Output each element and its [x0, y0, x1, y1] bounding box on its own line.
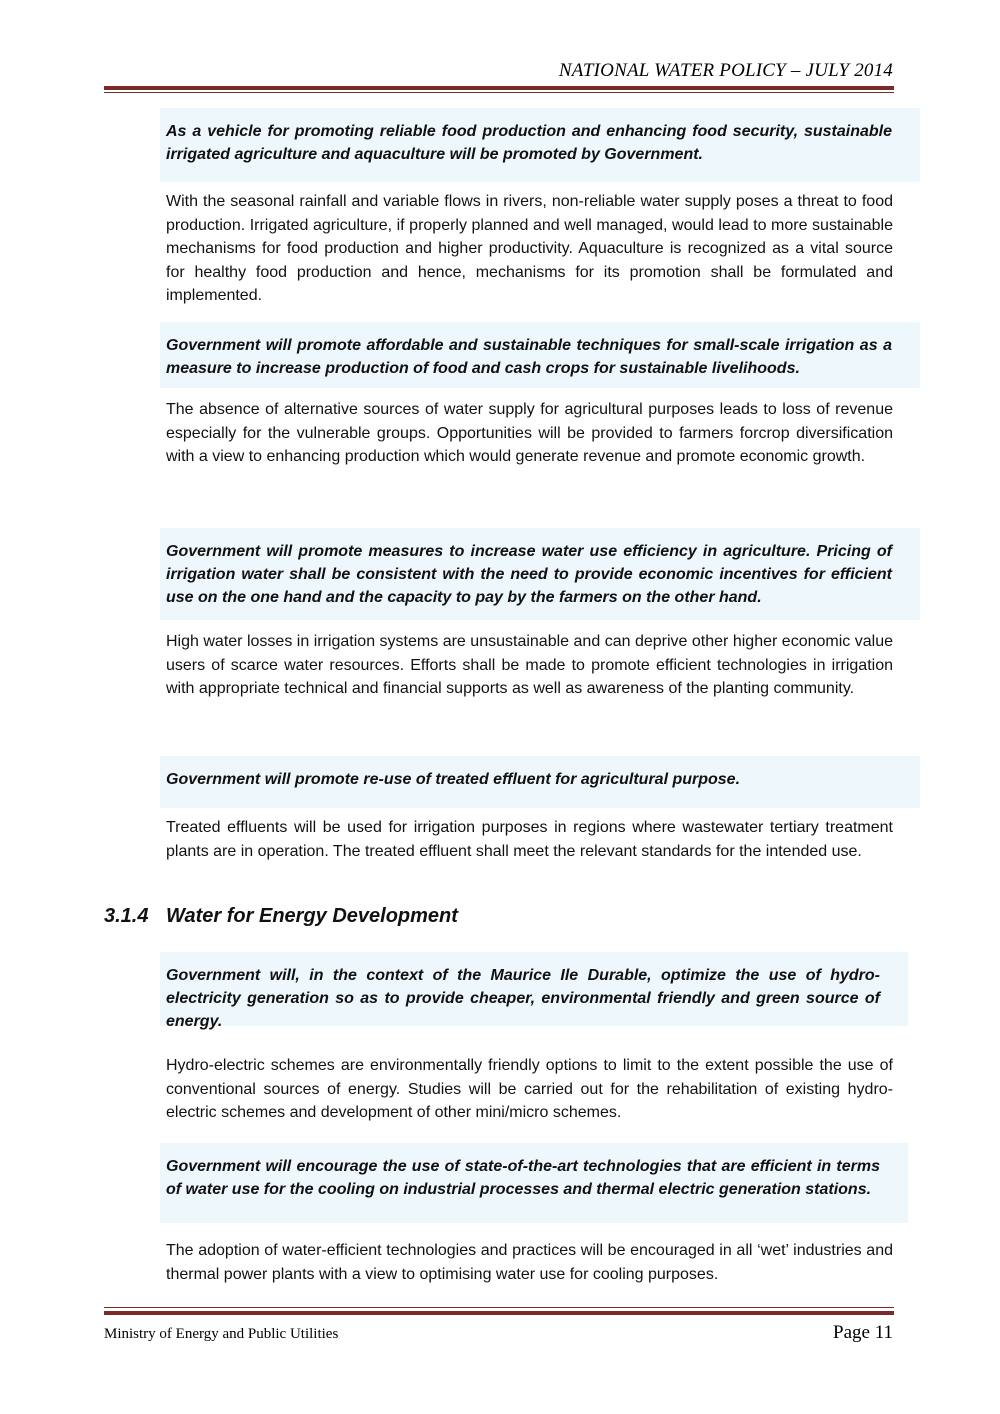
page-number: Page 11	[833, 1322, 893, 1343]
body-paragraph: The absence of alternative sources of water supply for agricultural purposes leads to loss of revenue especially for the vulnerable groups. Opportunities will be provided to farmers forcrop diversification with a view to enhancing production which would generate revenue and promote economic growth.	[166, 401, 893, 465]
footer-ministry: Ministry of Energy and Public Utilities	[104, 1326, 339, 1342]
header-title: NATIONAL WATER POLICY – JULY 2014	[558, 60, 893, 81]
header-rule-thin	[104, 92, 894, 93]
policy-text: As a vehicle for promoting reliable food production and enhancing food security, sustainable irrigated agriculture and aquaculture will be promoted by Government.	[166, 123, 892, 163]
policy-statement	[160, 756, 920, 808]
policy-statement	[160, 1143, 908, 1223]
body-paragraph: With the seasonal rainfall and variable flows in rivers, non-reliable water supply poses a threat to food production. Irrigated agriculture, if properly planned and well managed, would lead to more sustainable mechanisms for food production and higher productivity. Aquaculture is recognized as a vital source for healthy food production and hence, mechanisms for its promotion shall be formulated and implemented.	[166, 193, 893, 304]
footer-rule-thick	[104, 1311, 894, 1315]
body-paragraph: High water losses in irrigation systems are unsustainable and can deprive other higher economic value users of scarce water resources. Efforts shall be made to promote efficient technologies in irrigation with appropriate technical and financial supports as well as awareness of the planting community.	[166, 633, 893, 697]
policy-text: Government will encourage the use of state-of-the-art technologies that are efficient in terms of water use for the cooling on industrial processes and thermal electric generation stations.	[166, 1158, 880, 1198]
body-paragraph: The adoption of water-efficient technologies and practices will be encouraged in all ‘wet’ industries and thermal power plants with a view to optimising water use for cooling purposes.	[166, 1242, 893, 1283]
header-rule-thick	[104, 86, 894, 90]
section-number: 3.1.4	[104, 905, 149, 927]
policy-text: Government will promote measures to increase water use efficiency in agriculture. Pricing of irrigation water shall be consistent with the need to provide economic incentives for efficient use on the one hand and the capacity to pay by the farmers on the other hand.	[166, 543, 892, 606]
policy-statement	[160, 108, 920, 182]
body-paragraph: Treated effluents will be used for irrigation purposes in regions where wastewater tertiary treatment plants are in operation. The treated effluent shall meet the relevant standards for the intended use.	[166, 819, 893, 860]
policy-statement	[160, 528, 920, 620]
policy-text: Government will, in the context of the Maurice Ile Durable, optimize the use of hydro-electricity generation so as to provide cheaper, environmental friendly and green source of energy.	[166, 967, 880, 1030]
section-title: Water for Energy Development	[166, 905, 458, 927]
policy-text: Government will promote affordable and sustainable techniques for small-scale irrigation as a measure to increase production of food and cash crops for sustainable livelihoods.	[166, 337, 892, 377]
policy-text: Government will promote re-use of treated effluent for agricultural purpose.	[166, 771, 741, 788]
footer-rule-thin	[104, 1307, 894, 1308]
policy-statement	[160, 952, 908, 1030]
policy-statement	[160, 322, 920, 388]
section-heading	[104, 905, 458, 928]
body-paragraph: Hydro-electric schemes are environmentally friendly options to limit to the extent possible the use of conventional sources of energy. Studies will be carried out for the rehabilitation of existing hydro-electric schemes and development of other mini/micro schemes.	[166, 1057, 893, 1121]
